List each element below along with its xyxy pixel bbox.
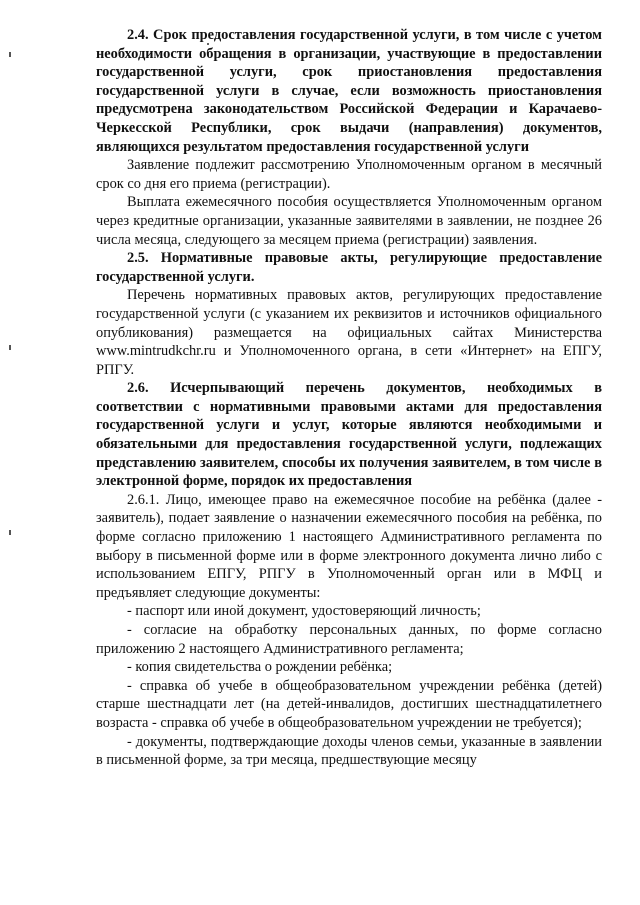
section-2-5-paragraph-1: Перечень нормативных правовых актов, регулирующих предоставление государственной услуги (с указанием их реквизитов и источников официального опубликования) размещается на официальных сайтах Министерства www.mintrudkchr.ru и Уполномоченного органа, в сети «Интернет» на ЕПГУ, РПГУ. [96, 287, 602, 378]
section-2-4-paragraph-2: Выплата ежемесячного пособия осуществляется Уполномоченным органом через кредитные организации, указанные заявителями в заявлении, не позднее 26 числа месяца, следующего за месяцем приема (регистрации) заявления. [96, 194, 602, 248]
list-item: - справка об учебе в общеобразовательном учреждении ребёнка (детей) старше шестнадцати лет (на детей-инвалидов, достигших шестнадцатилетнего возраста - справка об учебе в общеобразовательном учреждении не требуется); [96, 677, 602, 731]
section-2-6-heading: 2.6. Исчерпывающий перечень документов, необходимых в соответствии с нормативными правовыми актами для предоставления государственной услуги и услуг, которые являются необходимыми и обязательными для предоставления государственной услуги, подлежащих представлению заявителем, способы их получения заявителем, в том числе в электронной форме, порядок их предоставления [96, 380, 602, 490]
section-2-6-1-paragraph: 2.6.1. Лицо, имеющее право на ежемесячное пособие на ребёнка (далее - заявитель), подает заявление о назначении ежемесячного пособия на ребёнка, по форме согласно приложению 1 настоящего Административного регламента по выбору в письменной форме или в форме электронного документа лично либо с использованием ЕПГУ, РПГУ в Уполномоченный орган или в МФЦ и предъявляет следующие документы: [96, 491, 602, 601]
list-item: - копия свидетельства о рождении ребёнка; [127, 659, 393, 676]
section-2-4-paragraph-1: Заявление подлежит рассмотрению Уполномоченным органом в месячный срок со дня его приема (регистрации). [96, 157, 602, 192]
list-item: - согласие на обработку персональных данных, по форме согласно приложению 2 настоящего Административного регламента; [96, 622, 602, 657]
margin-mark [9, 530, 11, 535]
margin-mark [9, 345, 11, 350]
list-item: - документы, подтверждающие доходы членов семьи, указанные в заявлении в письменной форме, за три месяца, предшествующие месяцу [96, 733, 602, 769]
list-item: - паспорт или иной документ, удостоверяющий личность; [127, 603, 481, 620]
section-2-5-heading: 2.5. Нормативные правовые акты, регулирующие предоставление государственной услуги. [96, 250, 602, 285]
document-page [96, 26, 602, 770]
section-2-4-heading: 2.4. Срок предоставления государственной услуги, в том числе с учетом необходимости обращения в организации, участвующие в предоставлении государственной услуги, срок приостановления предоставления государственной услуги в случае, если возможность приостановления предусмотрена законодательством Российской Федерации и Карачаево-Черкесской Республики, срок выдачи (направления) документов, являющихся результатом предоставления государственной услуги [96, 27, 602, 155]
margin-mark [9, 52, 11, 57]
